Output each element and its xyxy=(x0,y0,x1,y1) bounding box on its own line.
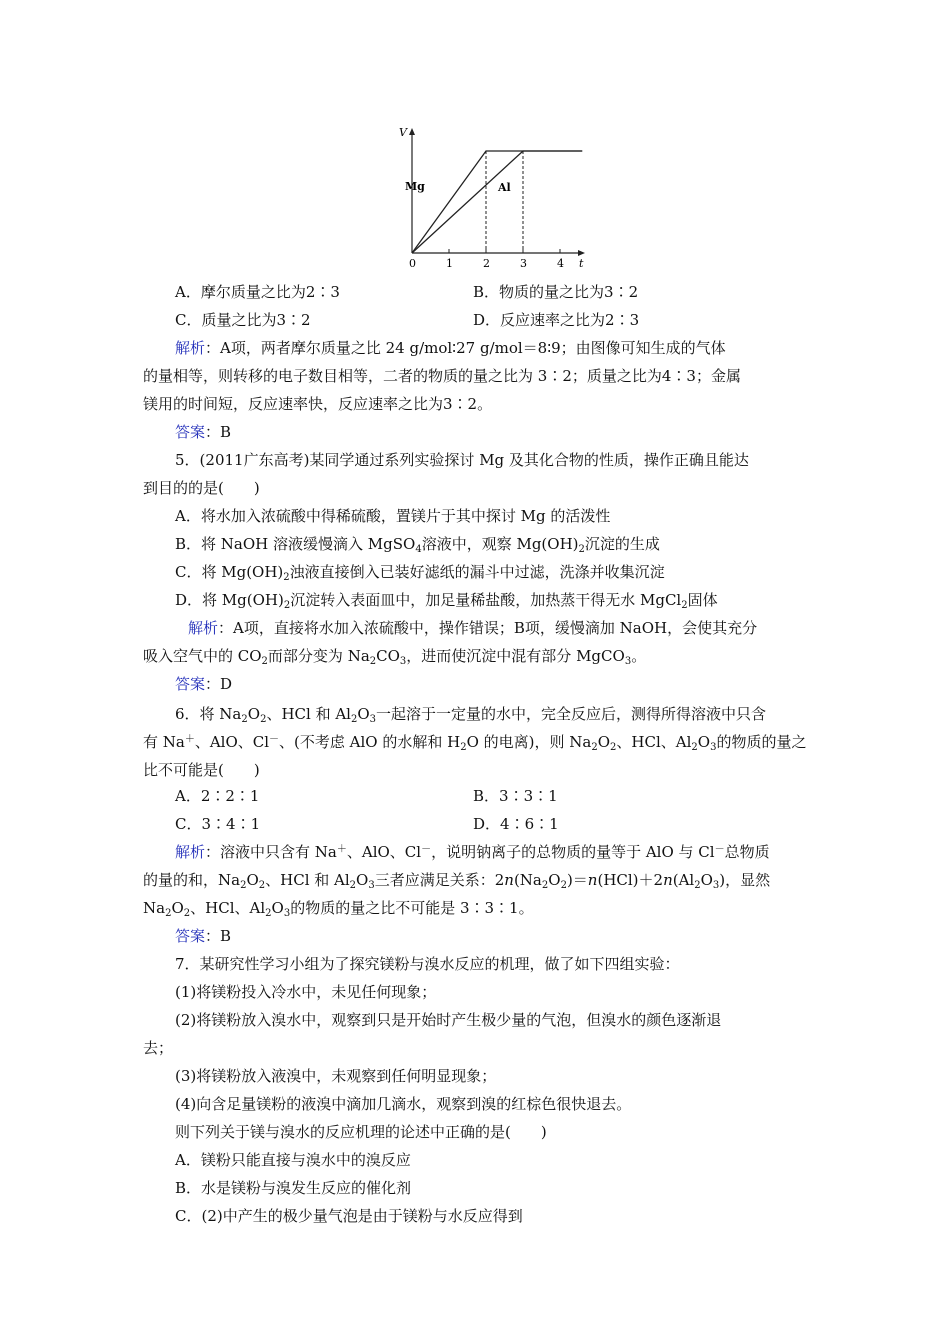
answer-label: 答案 xyxy=(175,423,206,441)
q5-option-b: B．将 NaOH 溶液缓慢滴入 MgSO$_4$溶液中，观察 $Mg(OH)_2$沉淀的生成 xyxy=(175,535,660,555)
q7-experiment-1: (1)将镁粉投入冷水中，未见任何现象； xyxy=(175,983,437,1001)
q4-answer: 答案：B xyxy=(175,423,232,441)
q6-option-c: C．3∶4∶1 xyxy=(175,815,261,833)
q6-option-b: B．3∶3∶1 xyxy=(473,787,558,805)
q7-question: 则下列关于镁与溴水的反应机理的论述中正确的是( ) xyxy=(175,1123,547,1141)
q7-stem: 7．某研究性学习小组为了探究镁粉与溴水反应的机理，做了如下四组实验： xyxy=(175,955,680,973)
q7-option-a: A．镁粉只能直接与溴水中的溴反应 xyxy=(175,1151,411,1169)
explanation-label: 解析 xyxy=(175,843,206,861)
q7-experiment-3: (3)将镁粉放入液溴中，未观察到任何明显现象； xyxy=(175,1067,497,1085)
q5-option-a: A．将水加入浓硫酸中得稀硫酸，置镁片于其中探讨 Mg 的活泼性 xyxy=(175,507,611,525)
y-axis-arrow xyxy=(409,128,415,135)
series-line-al xyxy=(412,151,582,253)
x-tick-label: 0 xyxy=(409,257,416,270)
q6-option-d: D．4∶6∶1 xyxy=(473,815,559,833)
q6-stem-line1: 6．将 $Na_2O_2$、HCl 和 $Al_2O_3$一起溶于一定量的水中，完全反应后，测得所得溶液中只含 xyxy=(175,705,767,725)
q5-explanation-line2: 吸入空气中的 $CO_2$而部分变为 $Na_2CO_3$，进而使沉淀中混有部分 MgCO$_3$。 xyxy=(143,647,647,667)
vt-graph xyxy=(390,118,590,278)
q4-option-c: C．质量之比为3∶2 xyxy=(175,311,311,329)
x-axis-arrow xyxy=(578,250,585,256)
q4-explanation-line1: 解析：A项，两者摩尔质量之比 24 g/mol∶27 g/mol＝8∶9；由图像可知生成的气体 xyxy=(175,339,726,357)
x-tick-label: 2 xyxy=(483,257,490,270)
q6-option-a: A．2∶2∶1 xyxy=(175,787,260,805)
q7-option-c: C．(2)中产生的极少量气泡是由于镁粉与水反应得到 xyxy=(175,1207,523,1225)
q4-explanation-line3: 镁用的时间短，反应速率快，反应速率之比为3∶2。 xyxy=(143,395,493,413)
q6-stem-line2: 有 Na＋、AlO、Cl－、(不考虑 AlO 的水解和 $H_2O$ 的电离)，则 $Na_2O_2$、HCl、$Al_2O_3$的物质的量之 xyxy=(143,733,807,753)
x-tick-label: 4 xyxy=(557,257,564,270)
x-tick-label: 3 xyxy=(520,257,527,270)
q6-answer: 答案：B xyxy=(175,927,232,945)
q6-stem-line3: 比不可能是( ) xyxy=(143,761,260,779)
q4-option-a: A．摩尔质量之比为2∶3 xyxy=(175,283,340,301)
answer-label: 答案 xyxy=(175,927,206,945)
q5-stem-line2: 到目的的是( ) xyxy=(143,479,260,497)
q7-experiment-4: (4)向含足量镁粉的液溴中滴加几滴水，观察到溴的红棕色很快退去。 xyxy=(175,1095,632,1113)
q7-experiment-2-line1: (2)将镁粉放入溴水中，观察到只是开始时产生极少量的气泡，但溴水的颜色逐渐退 xyxy=(175,1011,722,1029)
q6-explanation-line2: 的量的和，$Na_2O_2$、HCl 和 $Al_2O_3$三者应满足关系：$2n(Na_2O_2)=n(HCl)+2n(Al_2O_3)$，显然 xyxy=(143,871,771,891)
series-label-mg: Mg xyxy=(405,180,425,193)
q4-option-b: B．物质的量之比为3∶2 xyxy=(473,283,639,301)
series-label-al: Al xyxy=(498,181,511,194)
explanation-label: 解析 xyxy=(175,339,206,357)
q5-stem-line1: 5．(2011广东高考)某同学通过系列实验探讨 Mg 及其化合物的性质，操作正确且能达 xyxy=(175,451,749,469)
q7-experiment-2-line2: 去； xyxy=(143,1039,174,1057)
q6-explanation-line1: 解析：溶液中只含有 Na＋、AlO、Cl－，说明钠离子的总物质的量等于 AlO 与 Cl－总物质 xyxy=(175,843,770,861)
q5-option-d: D．将 $Mg(OH)_2$沉淀转入表面皿中，加足量稀盐酸，加热蒸干得无水 MgCl$_2$固体 xyxy=(175,591,718,611)
series-line-mg xyxy=(412,151,582,253)
explanation-label: 解析 xyxy=(188,619,219,637)
q5-option-c: C．将 $Mg(OH)_2$浊液直接倒入已装好滤纸的漏斗中过滤，洗涤并收集沉淀 xyxy=(175,563,665,583)
x-tick-label: 1 xyxy=(446,257,453,270)
x-axis-label: t xyxy=(579,257,584,270)
q6-explanation-line3: $Na_2O_2$、HCl、$Al_2O_3$的物质的量之比不可能是 3∶3∶1。 xyxy=(143,899,534,919)
q4-option-d: D．反应速率之比为2∶3 xyxy=(473,311,640,329)
q5-explanation-line1: 解析：A项，直接将水加入浓硫酸中，操作错误；B项，缓慢滴加 NaOH，会使其充分 xyxy=(188,619,758,637)
y-axis-label: V xyxy=(399,126,407,139)
q5-answer: 答案：D xyxy=(175,675,233,693)
q7-option-b: B．水是镁粉与溴发生反应的催化剂 xyxy=(175,1179,412,1197)
q4-explanation-line2: 的量相等，则转移的电子数目相等，二者的物质的量之比为 3∶2；质量之比为4∶3；金属 xyxy=(143,367,741,385)
answer-label: 答案 xyxy=(175,675,206,693)
